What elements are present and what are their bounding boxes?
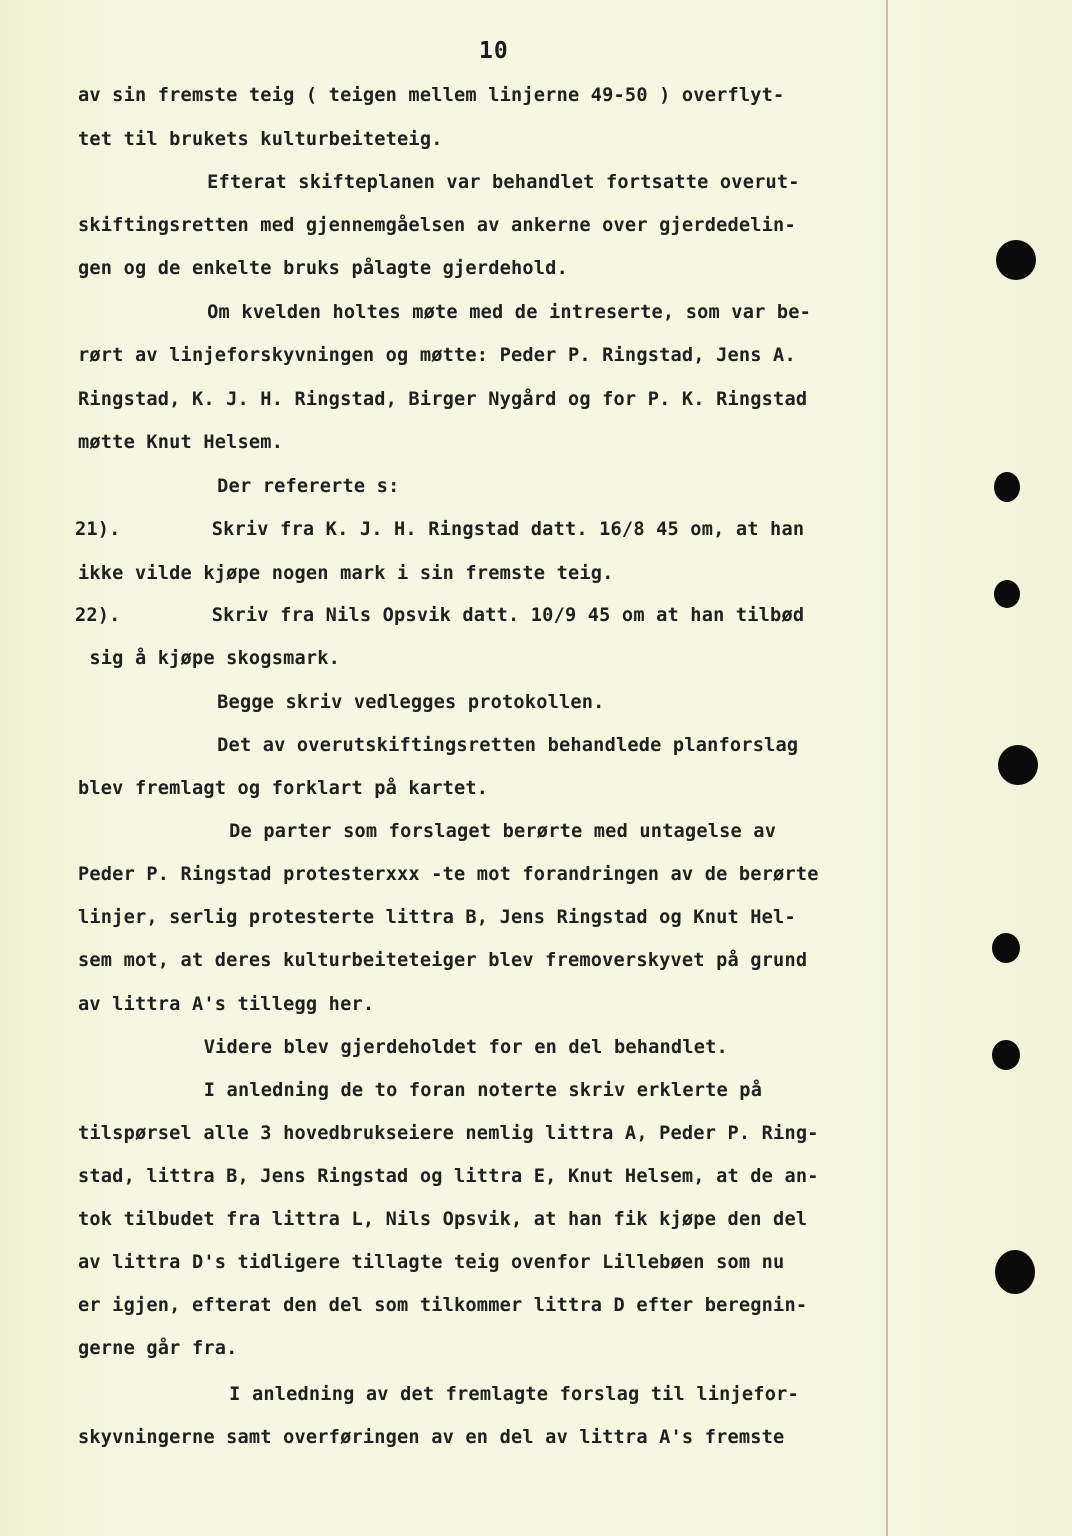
text-line: av sin fremste teig ( teigen mellem linjerne 49-50 ) overflyt- [78,85,785,106]
text-line: av littra D's tidligere tillagte teig ovenfor Lillebøen som nu [78,1252,785,1273]
punch-hole-icon [994,580,1020,608]
text-line: skiftingsretten med gjennemgåelsen av ankerne over gjerdedelin- [78,215,796,236]
text-line: De parter som forslaget berørte med untagelse av [138,821,777,842]
punch-hole-icon [994,472,1020,502]
text-line: gen og de enkelte bruks pålagte gjerdehold. [78,258,568,279]
text-line: av littra A's tillegg her. [78,994,375,1015]
page-number: 10 [479,38,509,64]
text-line: linjer, serlig protesterte littra B, Jens Ringstad og Knut Hel- [78,907,796,928]
text-line: Ringstad, K. J. H. Ringstad, Birger Nygård og for P. K. Ringstad [78,389,808,410]
punch-hole-icon [992,1040,1020,1070]
text-line: tilspørsel alle 3 hovedbrukseiere nemlig littra A, Peder P. Ring- [78,1123,819,1144]
text-line: sig å kjøpe skogsmark. [78,648,341,669]
text-line: tok tilbudet fra littra L, Nils Opsvik, at han fik kjøpe den del [78,1209,808,1230]
margin-rule [886,0,888,1536]
text-line: stad, littra B, Jens Ringstad og littra E, Knut Helsem, at de an- [78,1166,819,1187]
text-line: I anledning de to foran noterte skriv erklerte på [124,1080,763,1101]
text-line: rørt av linjeforskyvningen og møtte: Peder P. Ringstad, Jens A. [78,345,796,366]
text-line: Der refererte s: [126,476,400,497]
text-line: Det av overutskiftingsretten behandlede planforslag [126,735,799,756]
text-line: 21). Skriv fra K. J. H. Ringstad datt. 16/8 45 om, at han [75,519,805,540]
text-line: ikke vilde kjøpe nogen mark i sin fremste teig. [78,563,614,584]
punch-hole-icon [998,745,1038,785]
punch-hole-icon [995,1250,1035,1294]
text-line: 22). Skriv fra Nils Opsvik datt. 10/9 45 om at han tilbød [75,605,805,626]
text-line: I anledning av det fremlagte forslag til linjefor- [138,1384,799,1405]
text-line: Peder P. Ringstad protesterxxx -te mot forandringen av de berørte [78,864,819,885]
text-line: tet til brukets kulturbeiteteig. [78,129,443,150]
text-line: Begge skriv vedlegges protokollen. [126,692,605,713]
text-line: gerne går fra. [78,1338,238,1359]
text-line: Om kvelden holtes møte med de intreserte, som var be- [116,302,812,323]
text-line: møtte Knut Helsem. [78,432,284,453]
punch-hole-icon [996,240,1036,280]
text-line: skyvningerne samt overføringen av en del av littra A's fremste [78,1427,785,1448]
text-line: sem mot, at deres kulturbeiteteiger blev fremoverskyvet på grund [78,950,808,971]
text-line: blev fremlagt og forklart på kartet. [78,778,489,799]
text-line: Videre blev gjerdeholdet for en del behandlet. [124,1037,728,1058]
punch-hole-icon [992,933,1020,963]
text-line: Efterat skifteplanen var behandlet fortsatte overut- [116,172,800,193]
text-line: er igjen, efterat den del som tilkommer littra D efter beregnin- [78,1295,808,1316]
